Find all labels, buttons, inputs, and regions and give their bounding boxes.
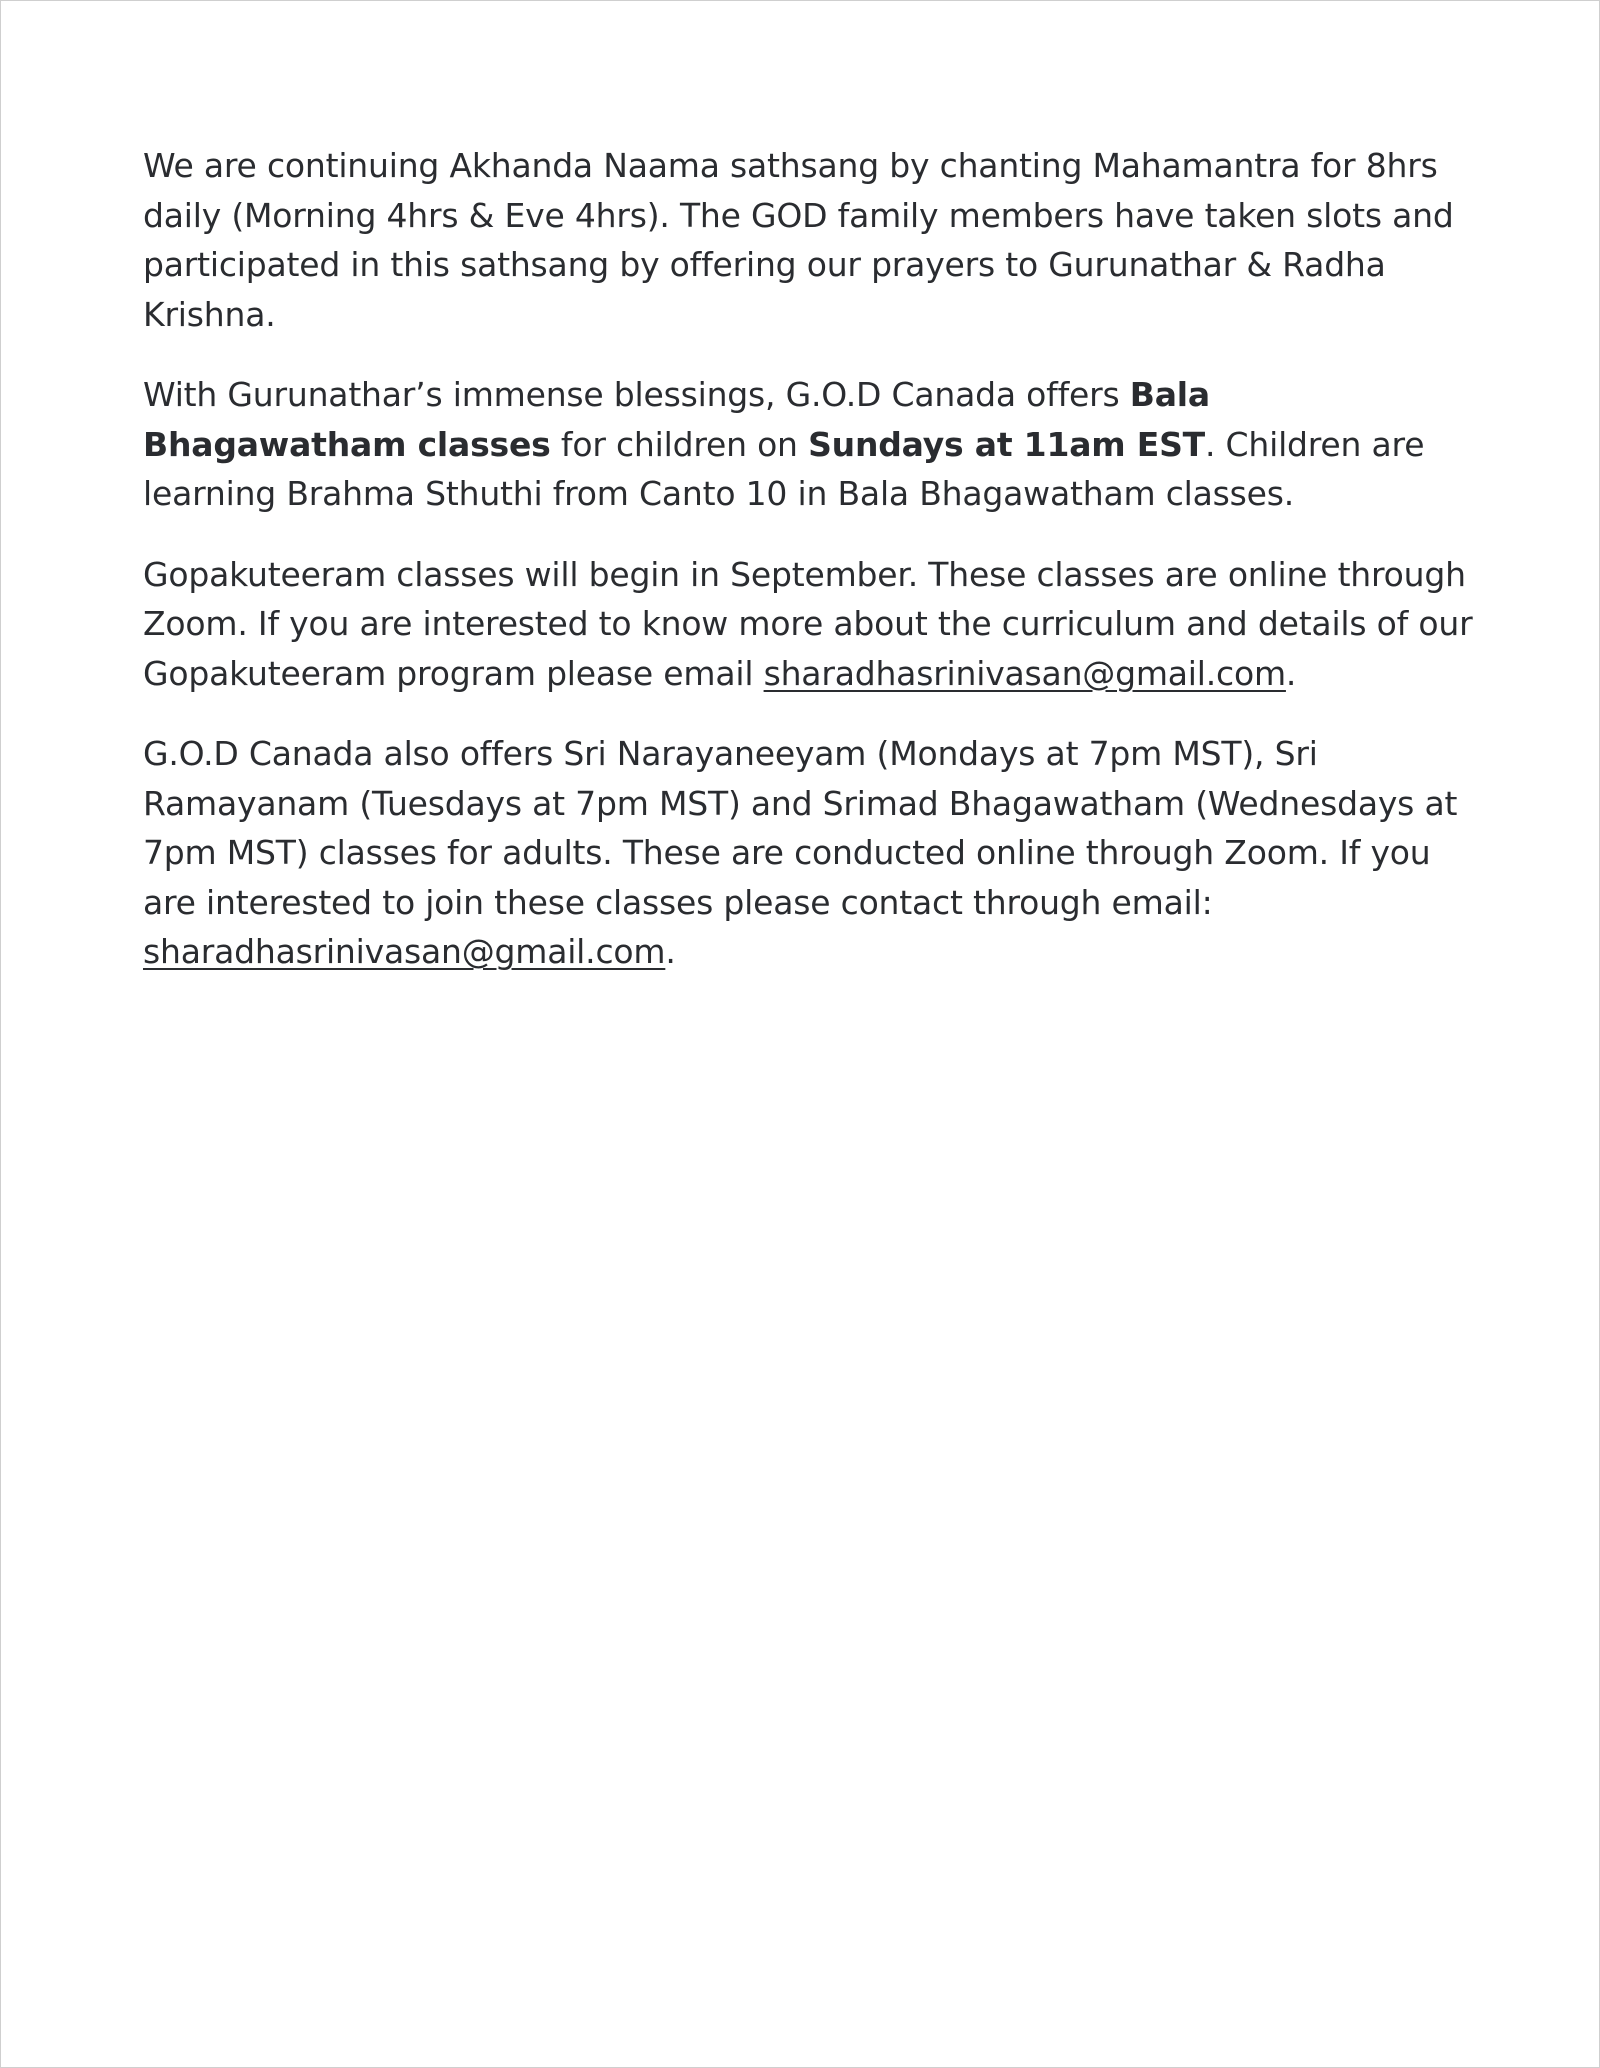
paragraph-text: We are continuing Akhanda Naama sathsang by chanting Mahamantra for 8hrs daily (Morning 4hrs & Eve 4hrs). The GOD family members have taken slots and participated in this sathsang by offering our prayers to Gurunathar & Radha Krishna.: [143, 146, 1454, 334]
document-body: [143, 141, 1473, 1008]
paragraph-text: .: [1285, 653, 1297, 693]
bold-class-name: Bala Bhagawatham classes: [143, 375, 1210, 464]
bold-class-time: Sundays at 11am EST: [808, 424, 1205, 464]
email-link[interactable]: sharadhasrinivasan@gmail.com: [143, 932, 666, 971]
paragraph-text: .: [665, 932, 676, 971]
paragraph-adult-classes: [143, 729, 1473, 977]
paragraph-gopakuteeram: [143, 550, 1473, 699]
paragraph-text: With Gurunathar’s immense blessings, G.O.D Canada offers: [143, 375, 1130, 414]
paragraph-text: G.O.D Canada also offers Sri Narayaneeyam (Mondays at 7pm MST), Sri Ramayanam (Tuesdays at 7pm MST) and Srimad Bhagawatham (Wednesdays at 7pm MST) classes for adults. These are conducted online through Zoom. If you are interested to join these classes please contact through email:: [143, 734, 1458, 922]
paragraph-text: for children on: [550, 424, 809, 464]
email-link[interactable]: sharadhasrinivasan@gmail.com: [763, 653, 1286, 693]
paragraph-text: Gopakuteeram classes will begin in September. These classes are online through Zoom. If you are interested to know more about the curriculum and details of our Gopakuteeram program please email: [143, 554, 1473, 693]
paragraph-bala-bhagawatham: [143, 370, 1473, 519]
paragraph-text: . Children are learning Brahma Sthuthi from Canto 10 in Bala Bhagawatham classes.: [143, 424, 1425, 513]
paragraph-akhanda-naama: [143, 141, 1473, 339]
